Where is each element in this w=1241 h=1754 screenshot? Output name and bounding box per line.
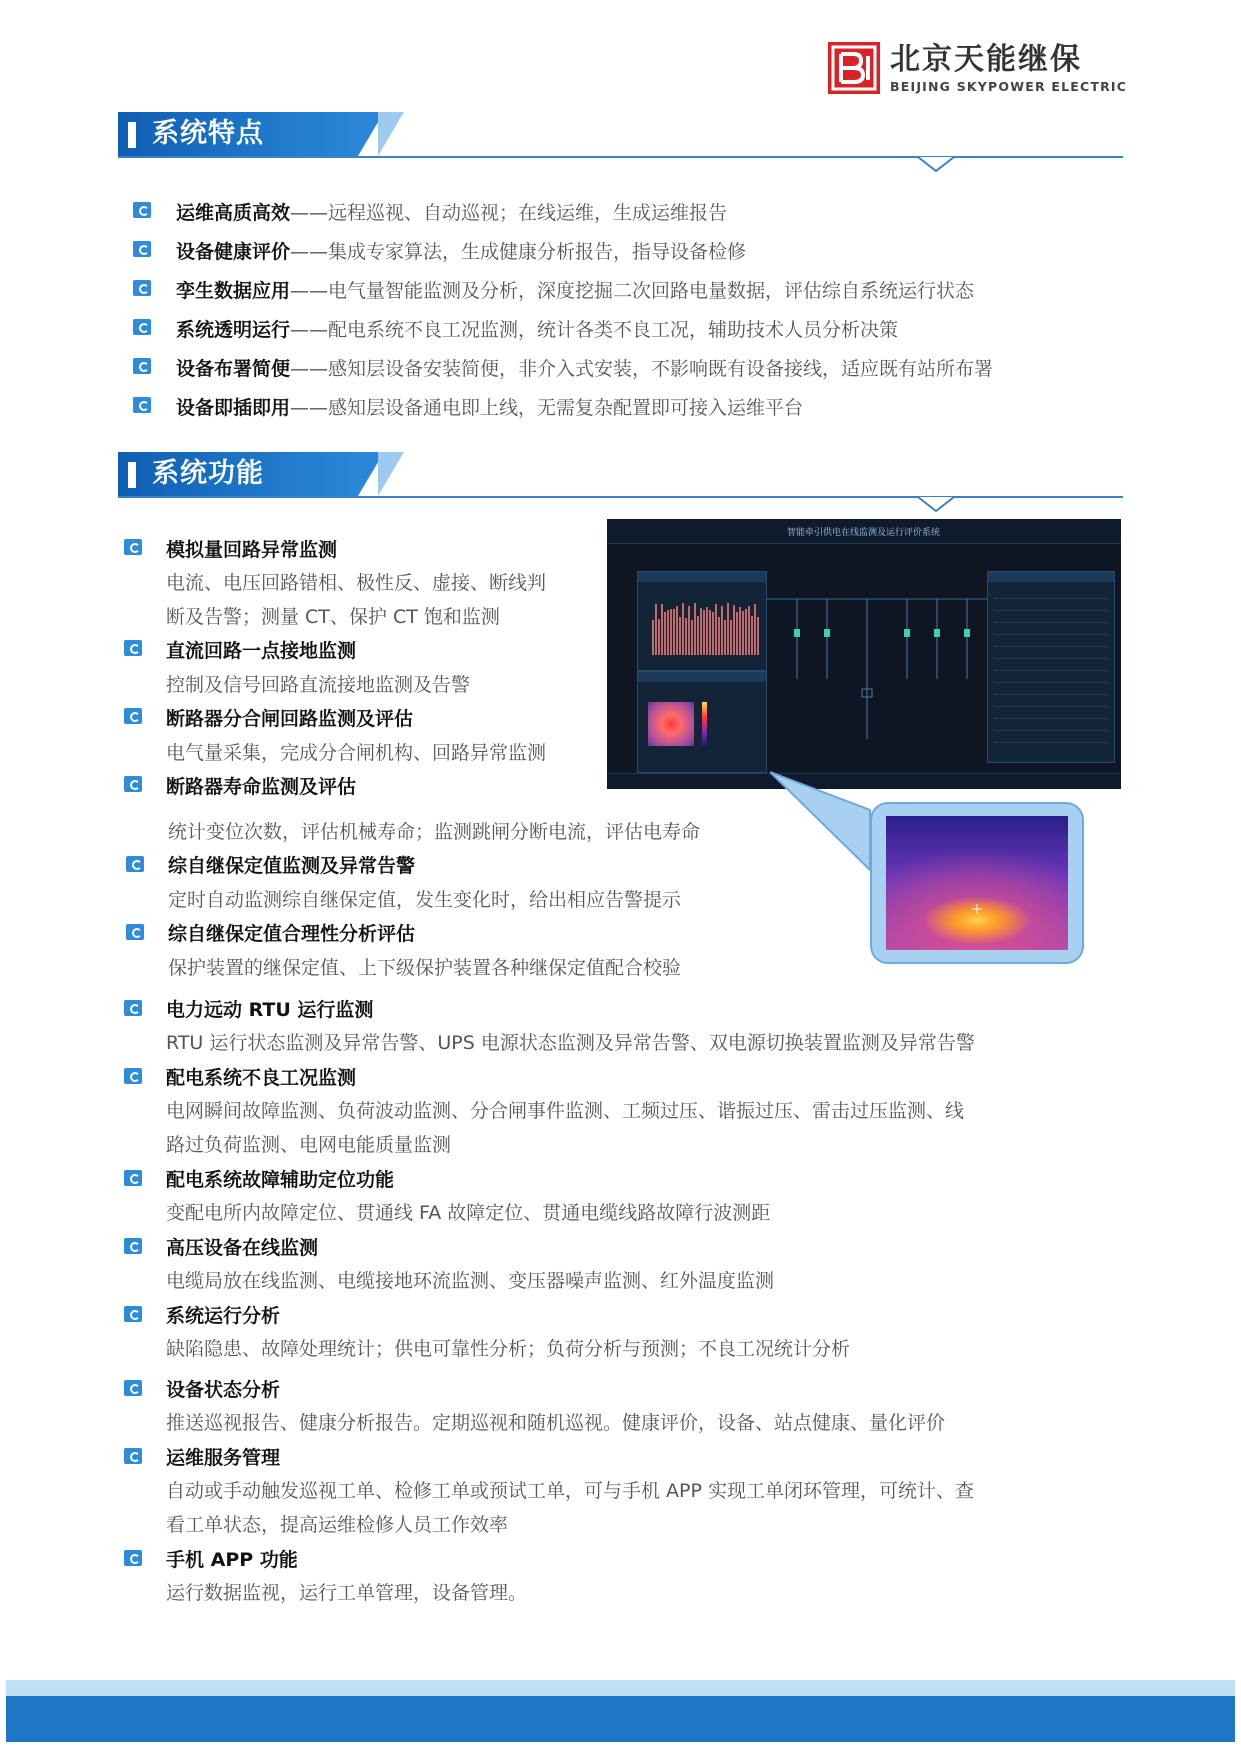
function-title: 系统运行分析 — [166, 1305, 281, 1327]
function-desc: 自动或手动触发巡视工单、检修工单或预试工单，可与手机 APP 实现工单闭环管理，可统计、查 — [166, 1480, 974, 1502]
function-title: 直流回路一点接地监测 — [166, 640, 357, 662]
thermal-scale — [702, 702, 707, 746]
decor-bar — [676, 606, 678, 655]
function-title: 断路器寿命监测及评估 — [166, 776, 357, 798]
decor-bar — [736, 612, 738, 655]
decor-bar — [691, 620, 693, 655]
bullet-icon — [124, 776, 142, 792]
function-desc: 断及告警；测量 CT、保护 CT 饱和监测 — [166, 606, 500, 628]
company-name-en: BEIJING SKYPOWER ELECTRIC — [890, 78, 1128, 94]
decor-bar — [670, 609, 672, 655]
list-item: 设备布署简便——感知层设备安装简便，非介入式安装，不影响既有设备接线，适应既有站所布署 — [176, 358, 994, 380]
system-screenshot — [607, 519, 1121, 789]
list-item: 运维高质高效——远程巡视、自动巡视；在线运维，生成运维报告 — [176, 202, 728, 224]
decor-bar — [721, 606, 723, 655]
decor-bar — [652, 620, 654, 655]
function-title: 模拟量回路异常监测 — [166, 539, 338, 561]
screenshot-title: 智能牵引供电在线监测及运行评价系统 — [787, 528, 941, 538]
bullet-icon — [124, 1068, 142, 1084]
decor-bar — [757, 617, 759, 655]
function-desc: 电缆局放在线监测、电缆接地环流监测、变压器噪声监测、红外温度监测 — [166, 1270, 775, 1292]
decor-bar — [724, 620, 726, 655]
decor-bar — [730, 620, 732, 655]
section-title: 系统特点 — [152, 118, 264, 149]
decor-bar — [745, 609, 747, 655]
bullet-icon — [124, 640, 142, 656]
bullet-icon — [124, 1238, 142, 1254]
bullet-icon — [124, 1550, 142, 1566]
decor-bar — [667, 610, 669, 655]
function-desc: RTU 运行状态监测及异常告警、UPS 电源状态监测及异常告警、双电源切换装置监测及异常告警 — [166, 1032, 975, 1054]
decor-bar — [658, 619, 660, 655]
thermal-callout — [870, 802, 1084, 964]
function-title: 电力远动 RTU 运行监测 — [166, 999, 374, 1021]
function-title: 综自继保定值合理性分析评估 — [168, 923, 416, 945]
thermal-panel — [637, 671, 767, 773]
footer-band-dark — [6, 1696, 1235, 1742]
decor-bar — [682, 603, 684, 655]
decor-bar — [754, 604, 756, 655]
section-header-features — [118, 112, 1123, 172]
function-desc: 运行数据监视，运行工单管理，设备管理。 — [166, 1582, 528, 1604]
function-desc: 控制及信号回路直流接地监测及告警 — [166, 674, 471, 696]
function-desc: 看工单状态，提高运维检修人员工作效率 — [166, 1514, 509, 1536]
current-bar-chart — [652, 600, 764, 655]
decor-bar — [751, 616, 753, 655]
function-desc: 统计变位次数，评估机械寿命；监测跳闸分断电流，评估电寿命 — [168, 821, 701, 843]
bullet-icon — [124, 1306, 142, 1322]
decor-bar — [694, 603, 696, 655]
crosshair-icon — [972, 904, 982, 914]
event-table-panel — [987, 571, 1115, 763]
function-desc: 路过负荷监测、电网电能质量监测 — [166, 1134, 452, 1156]
function-desc: 定时自动监测综自继保定值，发生变化时，给出相应告警提示 — [168, 889, 682, 911]
list-item: 设备即插即用——感知层设备通电即上线，无需复杂配置即可接入运维平台 — [176, 397, 804, 419]
thermal-thumbnail — [648, 702, 694, 746]
function-desc: 推送巡视报告、健康分析报告。定期巡视和随机巡视。健康评价，设备、站点健康、量化评价 — [166, 1412, 946, 1434]
bullet-icon — [124, 539, 142, 555]
logo-mark-icon — [828, 42, 880, 94]
decor-bar — [706, 607, 708, 655]
function-title: 高压设备在线监测 — [166, 1237, 319, 1259]
thermal-image — [886, 816, 1068, 950]
bullet-icon — [126, 924, 144, 940]
decor-bar — [673, 609, 675, 655]
function-title: 运维服务管理 — [166, 1447, 281, 1469]
decor-bar — [664, 612, 666, 655]
company-name-cn: 北京天能继保 — [890, 41, 1082, 77]
function-title: 配电系统不良工况监测 — [166, 1067, 357, 1089]
decor-bar — [715, 604, 717, 655]
decor-bar — [739, 607, 741, 655]
decor-bar — [700, 608, 702, 655]
function-desc: 缺陷隐患、故障处理统计；供电可靠性分析；负荷分析与预测；不良工况统计分析 — [166, 1338, 851, 1360]
function-title: 设备状态分析 — [166, 1379, 281, 1401]
bullet-icon — [124, 1380, 142, 1396]
decor-bar — [661, 604, 663, 655]
function-title: 断路器分合闸回路监测及评估 — [166, 708, 414, 730]
decor-bar — [742, 611, 744, 655]
decor-bar — [748, 606, 750, 655]
decor-bar — [712, 612, 714, 655]
callout-pointer — [770, 770, 880, 880]
section-title: 系统功能 — [152, 458, 264, 489]
bullet-icon — [124, 1448, 142, 1464]
function-title: 手机 APP 功能 — [166, 1549, 298, 1571]
bullet-icon — [124, 708, 142, 724]
bullet-icon — [133, 202, 151, 218]
function-desc: 变配电所内故障定位、贯通线 FA 故障定位、贯通电缆线路故障行波测距 — [166, 1202, 771, 1224]
list-item: 系统透明运行——配电系统不良工况监测，统计各类不良工况，辅助技术人员分析决策 — [176, 319, 899, 341]
decor-bar — [688, 606, 690, 655]
bullet-icon — [126, 856, 144, 872]
bullet-icon — [124, 1000, 142, 1016]
decor-bar — [679, 617, 681, 655]
bullet-icon — [124, 1170, 142, 1186]
function-desc: 电流、电压回路错相、极性反、虚接、断线判 — [166, 572, 547, 594]
screenshot-topbar — [607, 519, 1121, 544]
current-chart-panel — [637, 571, 767, 671]
bullet-icon — [133, 319, 151, 335]
decor-bar — [727, 603, 729, 655]
decor-bar — [703, 610, 705, 655]
function-desc: 电网瞬间故障监测、负荷波动监测、分合闸事件监测、工频过压、谐振过压、雷击过压监测、线 — [166, 1100, 965, 1122]
function-desc: 保护装置的继保定值、上下级保护装置各种继保定值配合校验 — [168, 957, 682, 979]
decor-bar — [685, 618, 687, 655]
decor-bar — [697, 616, 699, 655]
function-desc: 电气量采集，完成分合闸机构、回路异常监测 — [166, 742, 547, 764]
bullet-icon — [133, 241, 151, 257]
decor-bar — [709, 610, 711, 655]
company-logo — [828, 42, 1127, 94]
list-item: 孪生数据应用——电气量智能监测及分析，深度挖掘二次回路电量数据，评估综自系统运行状态 — [176, 280, 975, 302]
bullet-icon — [133, 280, 151, 296]
section-header-functions — [118, 452, 1123, 512]
decor-bar — [718, 617, 720, 655]
function-title: 综自继保定值监测及异常告警 — [168, 855, 416, 877]
decor-bar — [655, 604, 657, 655]
decor-bar — [733, 605, 735, 655]
single-line-diagram — [767, 559, 987, 769]
bullet-icon — [133, 358, 151, 374]
function-title: 配电系统故障辅助定位功能 — [166, 1169, 395, 1191]
bullet-icon — [133, 397, 151, 413]
footer-band-light — [6, 1680, 1235, 1696]
list-item: 设备健康评价——集成专家算法，生成健康分析报告，指导设备检修 — [176, 241, 747, 263]
